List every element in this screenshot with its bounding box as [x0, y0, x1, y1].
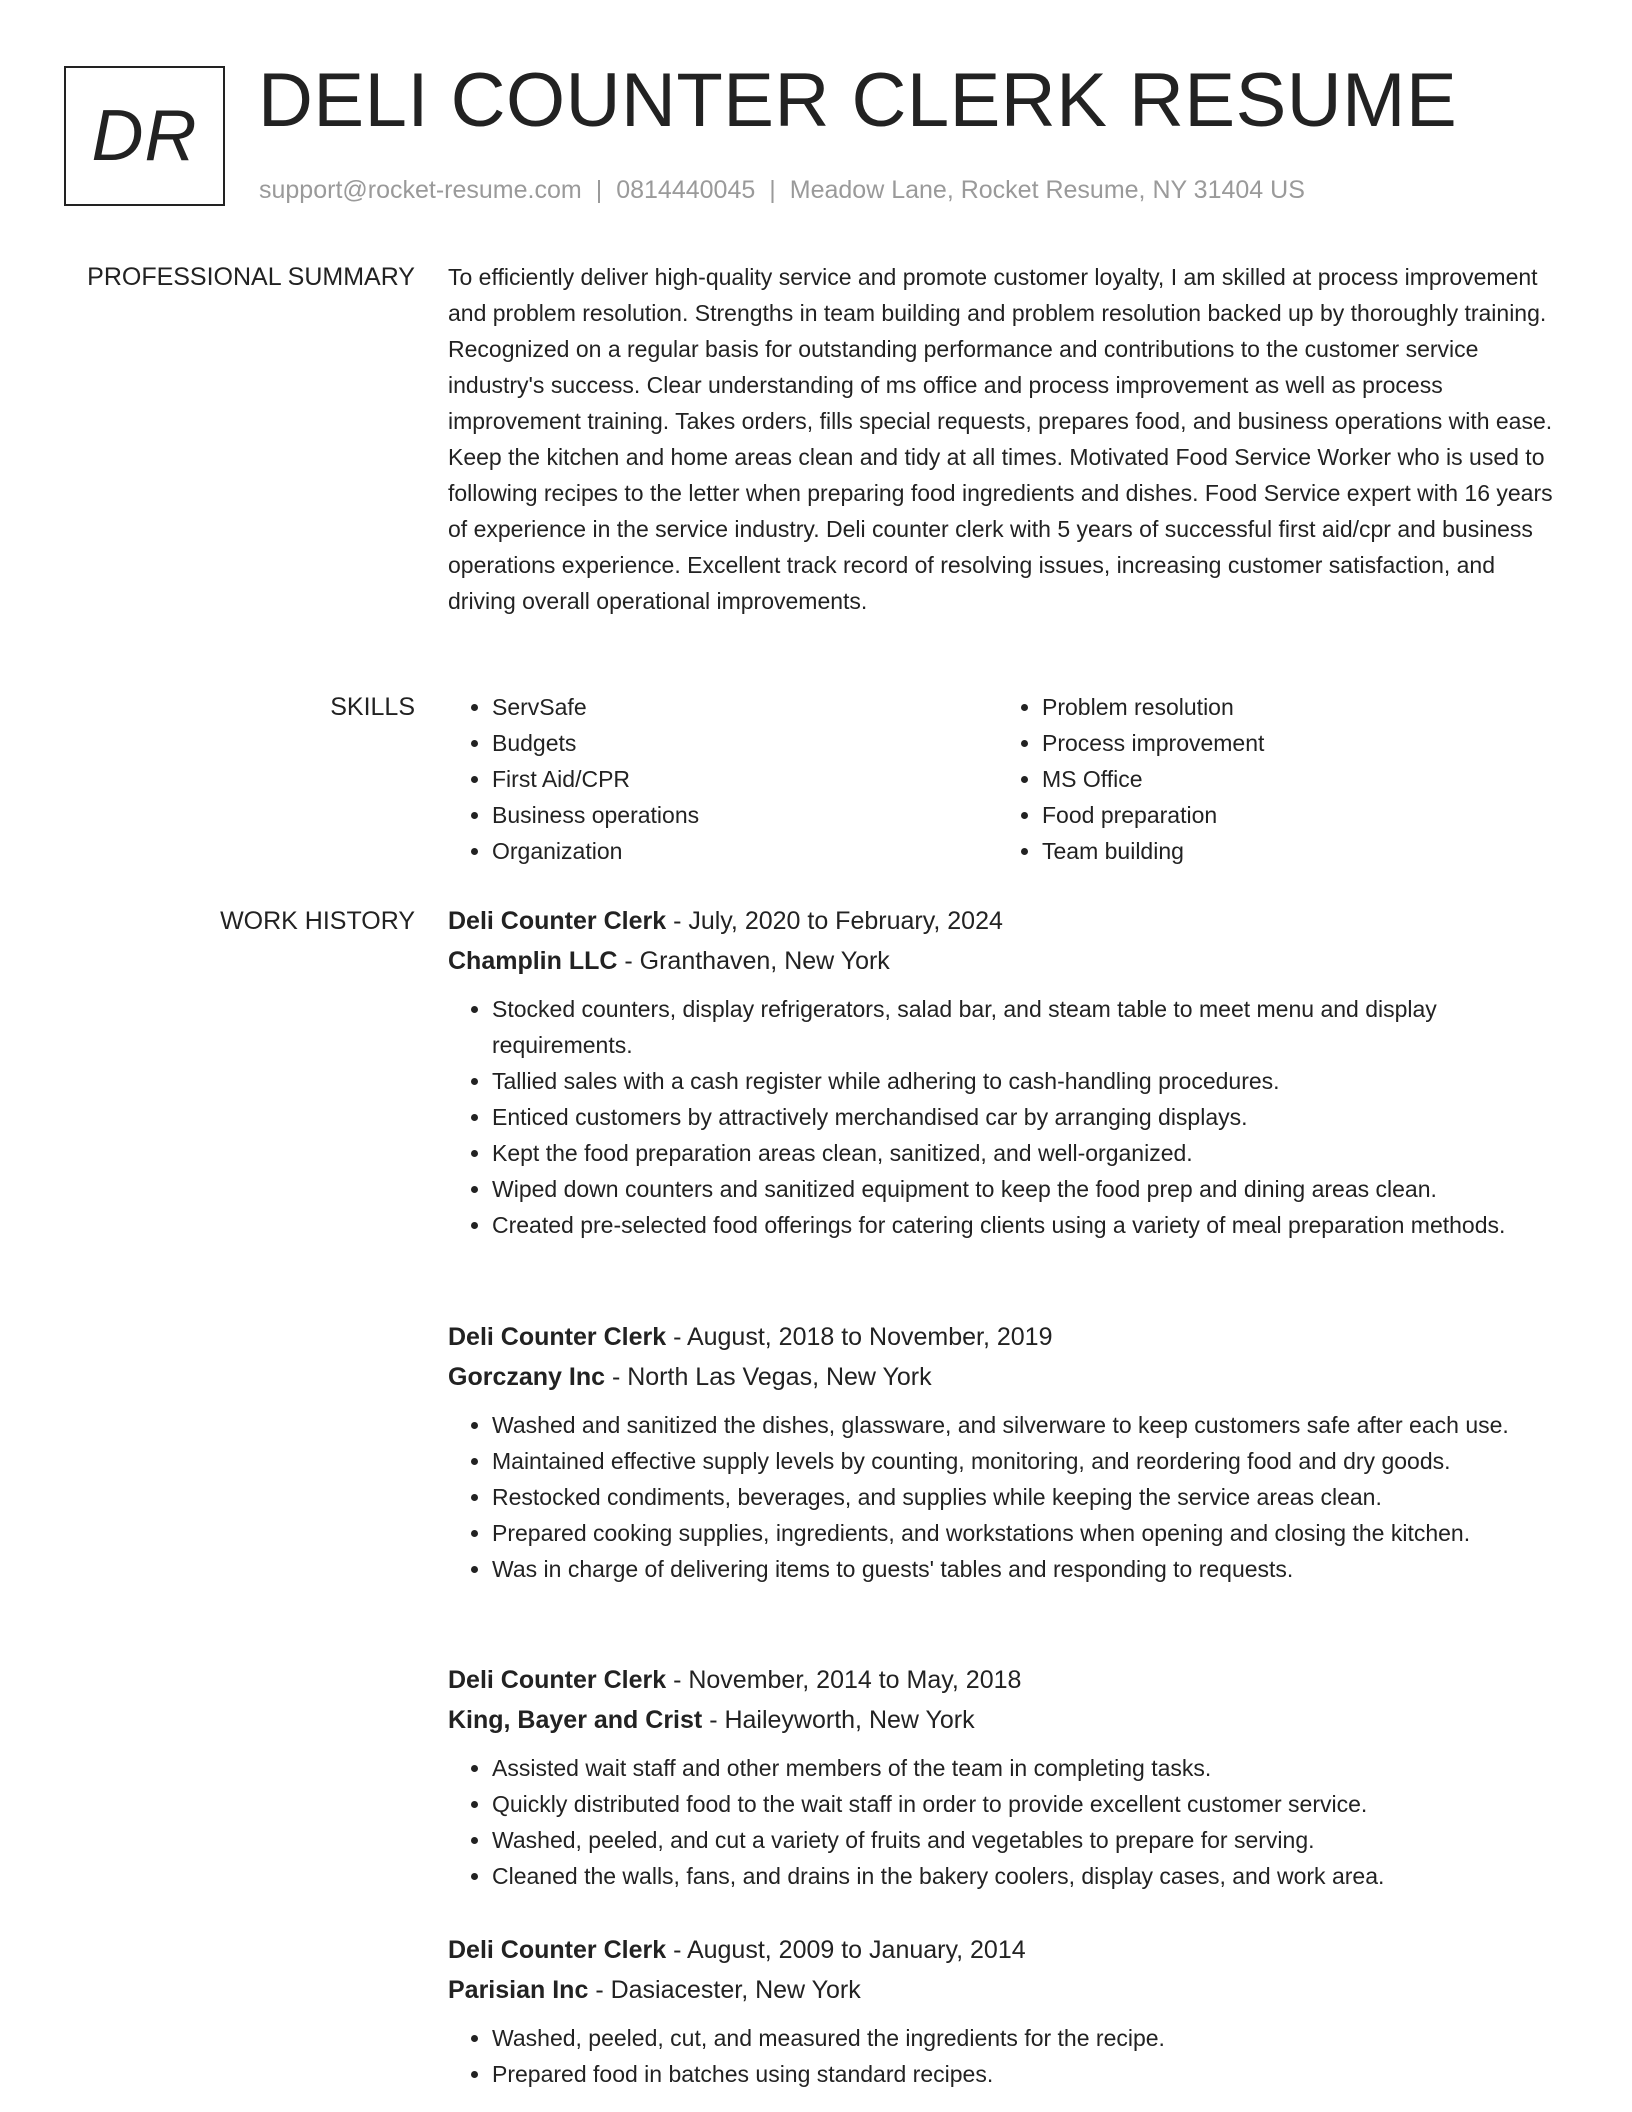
- job-duty: • Tallied sales with a cash register while adhering to cash-handling procedures.: [492, 1063, 1568, 1099]
- contact-line: [259, 173, 1305, 207]
- job-title: Deli Counter Clerk: [448, 1936, 667, 1964]
- job-duties: [448, 2020, 1568, 2092]
- job-location: - Granthaven, New York: [624, 947, 890, 975]
- job-duty: • Prepared food in batches using standard recipes.: [492, 2056, 1568, 2092]
- resume-title: DELI COUNTER CLERK RESUME: [258, 58, 1458, 143]
- job-company-line: [448, 1700, 1568, 1740]
- skill-item: • Food preparation: [1042, 797, 1548, 833]
- job-title-line: [448, 901, 1568, 941]
- job-duties: [448, 1750, 1568, 1894]
- job-company: Gorczany Inc: [448, 1363, 605, 1391]
- skill-item: • Organization: [492, 833, 998, 869]
- job-duty: • Washed and sanitized the dishes, glassware, and silverware to keep customers safe after each use.: [492, 1407, 1568, 1443]
- job-duty: • Cleaned the walls, fans, and drains in the bakery coolers, display cases, and work area.: [492, 1858, 1568, 1894]
- job-duty: • Washed, peeled, cut, and measured the ingredients for the recipe.: [492, 2020, 1568, 2056]
- job-company-line: [448, 1357, 1568, 1397]
- job-duty: • Enticed customers by attractively merchandised car by arranging displays.: [492, 1099, 1568, 1135]
- job-company-line: [448, 941, 1568, 981]
- job-duty: • Maintained effective supply levels by counting, monitoring, and reordering food and dry goods.: [492, 1443, 1568, 1479]
- summary-text: To efficiently deliver high-quality service and promote customer loyalty, I am skilled at process improvement and problem resolution. Strengths in team building and problem resolution backed up by thoroughly training. Recognized on a regular basis for outstanding performance and contributions to the customer service industry's success. Clear understanding of ms office and process improvement as well as process improvement training. Takes orders, fills special requests, prepares food, and business operations with ease. Keep the kitchen and home areas clean and tidy at all times. Motivated Food Service Worker who is used to following recipes to the letter when preparing food ingredients and dishes. Food Service expert with 16 years of experience in the service industry. Deli counter clerk with 5 years of successful first aid/cpr and business operations experience. Excellent track record of resolving issues, increasing customer satisfaction, and driving overall operational improvements.: [448, 264, 1553, 614]
- contact-separator: |: [595, 176, 603, 204]
- job-company: King, Bayer and Crist: [448, 1706, 703, 1734]
- skill-item: • Team building: [1042, 833, 1548, 869]
- job-duty: • Quickly distributed food to the wait staff in order to provide excellent customer service.: [492, 1786, 1568, 1822]
- skill-item: • First Aid/CPR: [492, 761, 998, 797]
- skill-item: • Problem resolution: [1042, 689, 1548, 725]
- skill-item: • Process improvement: [1042, 725, 1548, 761]
- skills-column-left: [448, 689, 998, 869]
- summary-heading: PROFESSIONAL SUMMARY: [87, 263, 415, 291]
- job-entry: [448, 1930, 1568, 2092]
- contact-address: Meadow Lane, Rocket Resume, NY 31404 US: [789, 176, 1305, 204]
- monogram-logo: DR: [64, 66, 225, 206]
- skills-column-right: [998, 689, 1548, 869]
- job-duty: • Created pre-selected food offerings for catering clients using a variety of meal preparation methods.: [492, 1207, 1568, 1243]
- job-duty: • Washed, peeled, and cut a variety of fruits and vegetables to prepare for serving.: [492, 1822, 1568, 1858]
- contact-separator: |: [769, 176, 776, 204]
- job-title-line: [448, 1930, 1568, 1970]
- work-history-heading: WORK HISTORY: [220, 907, 415, 935]
- job-title: Deli Counter Clerk: [448, 907, 667, 935]
- skill-item: • Budgets: [492, 725, 998, 761]
- job-duty: • Stocked counters, display refrigerators, salad bar, and steam table to meet menu and display requirements.: [492, 991, 1568, 1063]
- job-dates: - August, 2018 to November, 2019: [673, 1323, 1053, 1351]
- job-company: Champlin LLC: [448, 947, 618, 975]
- skills-heading: SKILLS: [330, 693, 415, 721]
- job-title-line: [448, 1660, 1568, 1700]
- job-title-line: [448, 1317, 1568, 1357]
- job-entry: [448, 1317, 1568, 1587]
- job-dates: - November, 2014 to May, 2018: [673, 1666, 1022, 1694]
- job-dates: - August, 2009 to January, 2014: [673, 1936, 1026, 1964]
- job-duty: • Was in charge of delivering items to guests' tables and responding to requests.: [492, 1551, 1568, 1587]
- job-duty: • Restocked condiments, beverages, and supplies while keeping the service areas clean.: [492, 1479, 1568, 1515]
- job-company: Parisian Inc: [448, 1976, 589, 2004]
- job-duty: • Assisted wait staff and other members of the team in completing tasks.: [492, 1750, 1568, 1786]
- job-dates: - July, 2020 to February, 2024: [673, 907, 1003, 935]
- skill-item: • ServSafe: [492, 689, 998, 725]
- contact-phone: 0814440045: [616, 176, 756, 204]
- contact-email: support@rocket-resume.com: [259, 176, 582, 204]
- skill-item: • MS Office: [1042, 761, 1548, 797]
- job-location: - Dasiacester, New York: [595, 1976, 861, 2004]
- job-entry: [448, 1660, 1568, 1894]
- job-company-line: [448, 1970, 1568, 2010]
- job-duties: [448, 1407, 1568, 1587]
- job-entry: [448, 901, 1568, 1243]
- job-duty: • Kept the food preparation areas clean, sanitized, and well-organized.: [492, 1135, 1568, 1171]
- job-duties: [448, 991, 1568, 1243]
- job-title: Deli Counter Clerk: [448, 1323, 667, 1351]
- job-duty: • Prepared cooking supplies, ingredients, and workstations when opening and closing the kitchen.: [492, 1515, 1568, 1551]
- skills-list: [448, 689, 1568, 869]
- job-title: Deli Counter Clerk: [448, 1666, 667, 1694]
- skill-item: • Business operations: [492, 797, 998, 833]
- job-duty: • Wiped down counters and sanitized equipment to keep the food prep and dining areas clean.: [492, 1171, 1568, 1207]
- job-location: - Haileyworth, New York: [709, 1706, 975, 1734]
- job-location: - North Las Vegas, New York: [611, 1363, 932, 1391]
